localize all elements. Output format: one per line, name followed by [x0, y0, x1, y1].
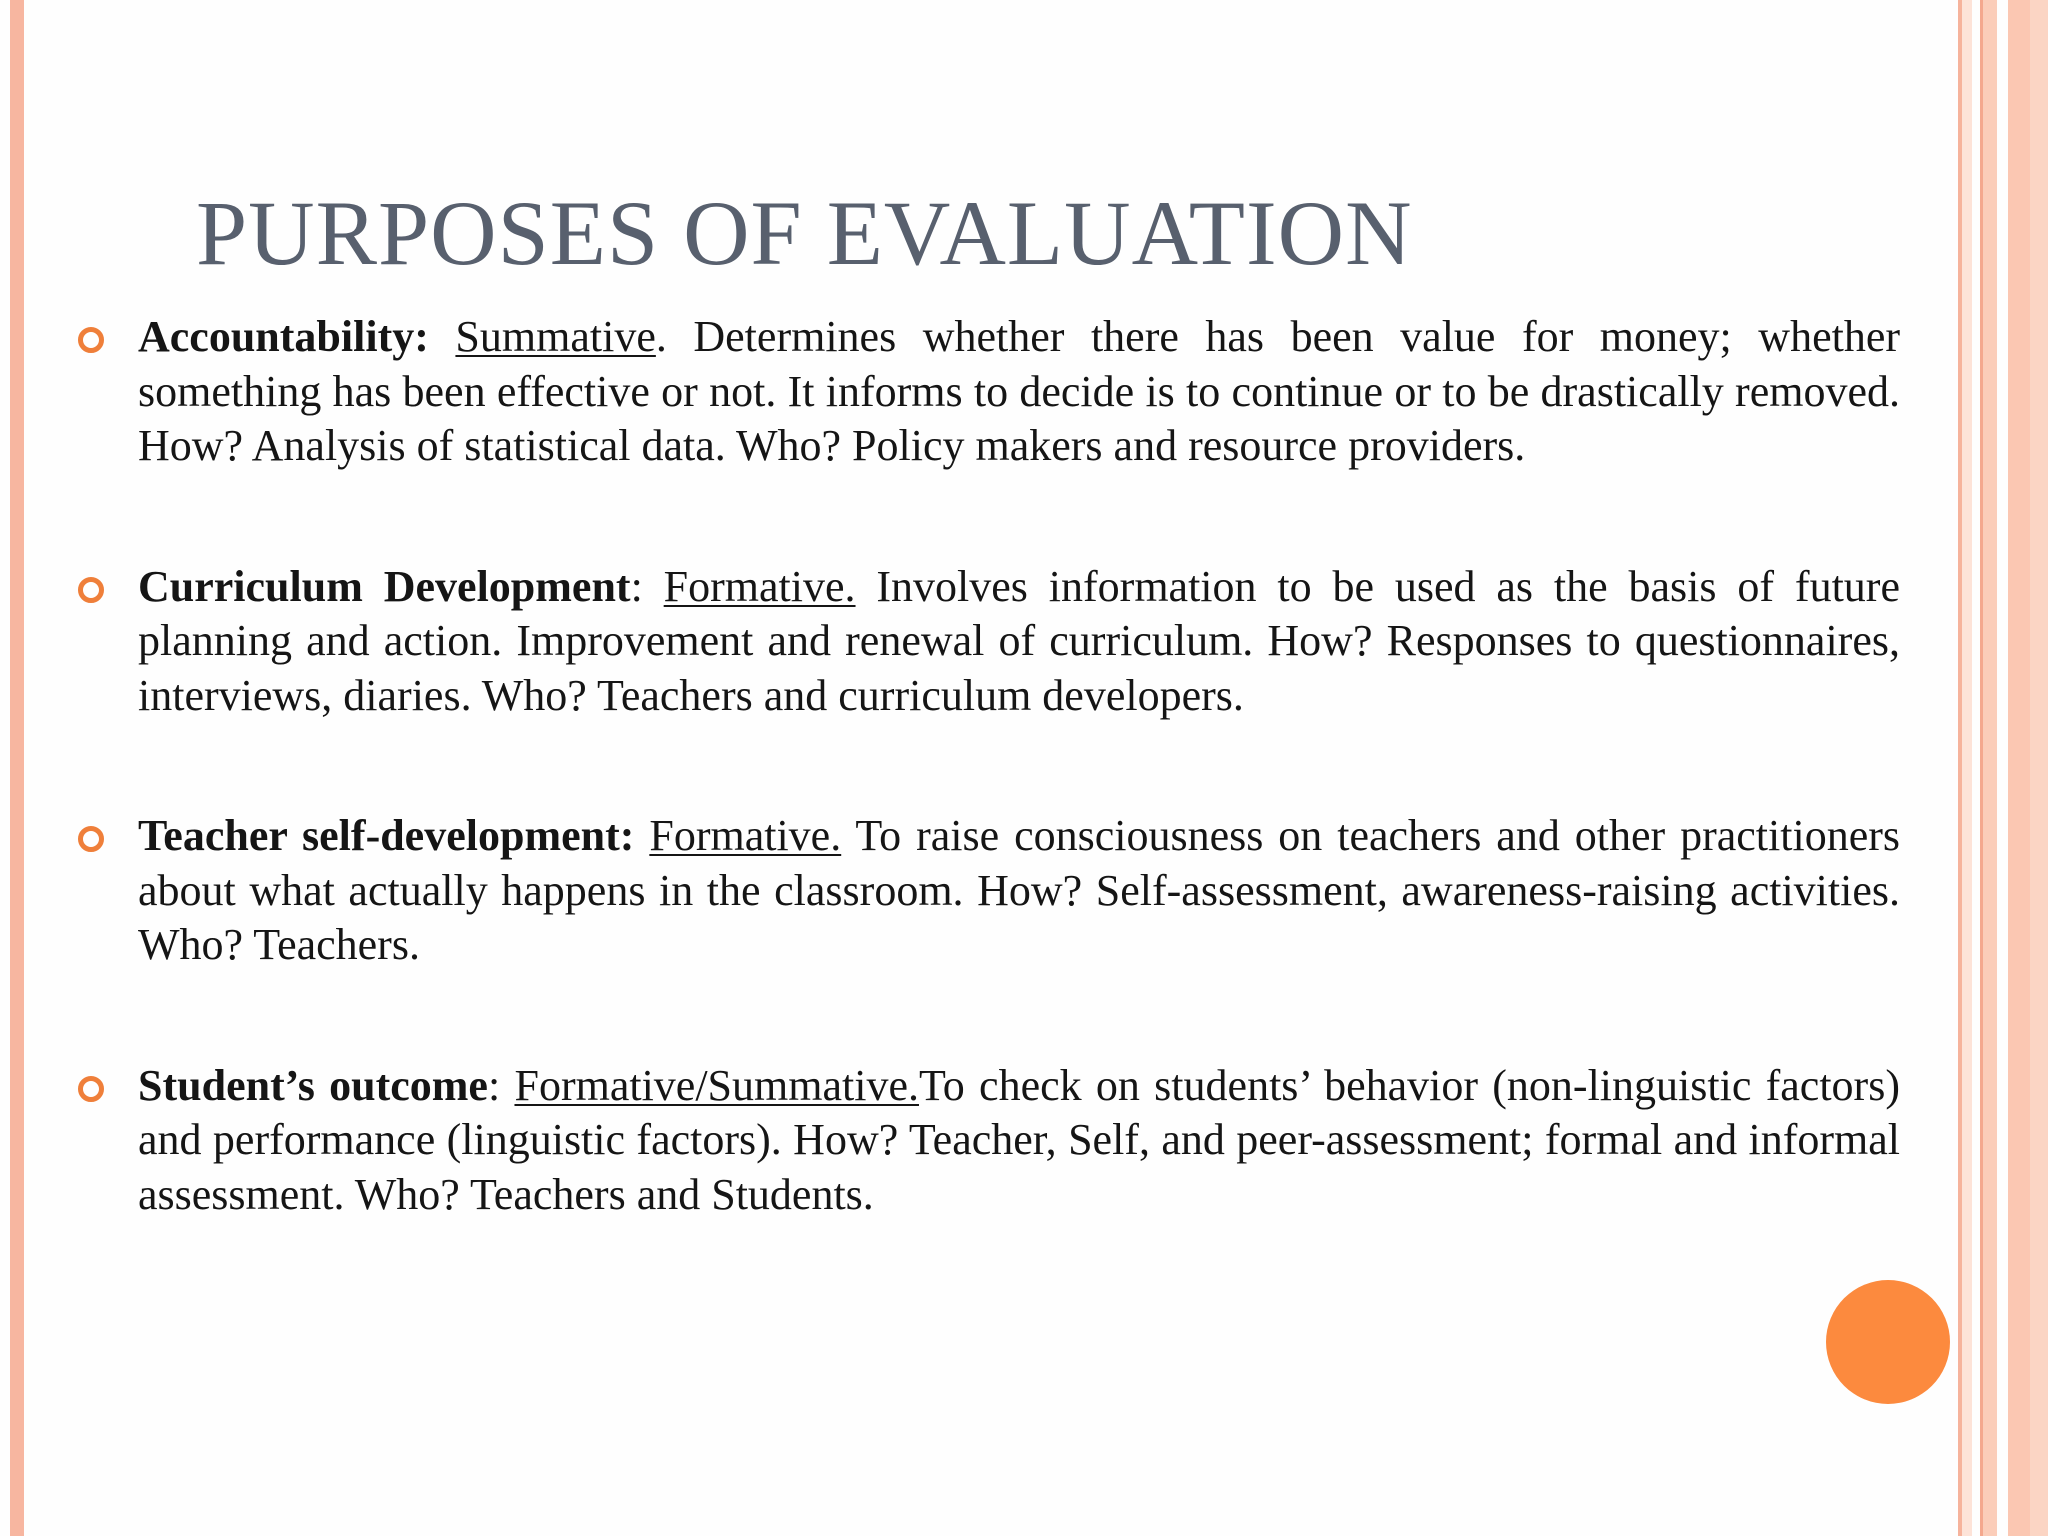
- bullet-evaluation-type: Formative.: [649, 811, 842, 860]
- bullet-separator: :: [630, 561, 664, 611]
- bullet-text: . Determines whether there has been value for money; whether something has been effective or not. It informs to decide is to continue or to be drastically removed. How? Analysis of statistical data. Who? Policy makers and resource providers.: [138, 312, 1901, 470]
- bullet-term: Teacher self-development:: [138, 811, 635, 860]
- ring-bullet-icon: [78, 577, 104, 603]
- right-border-stripe: [2030, 0, 2048, 1536]
- bullet-evaluation-type: Formative.: [663, 561, 856, 611]
- right-border-stripe: [1983, 0, 1997, 1536]
- bullet-evaluation-type: Summative: [455, 312, 656, 361]
- ring-bullet-icon: [78, 1076, 104, 1102]
- bullet-separator: :: [487, 1060, 515, 1110]
- bullet-term: Curriculum Development: [138, 561, 631, 611]
- bullet-term: Student’s outcome: [138, 1060, 488, 1110]
- bullet-item-students-outcome: [138, 1059, 1900, 1223]
- bullet-term: Accountability:: [138, 312, 429, 361]
- bullet-text: To check on students’ behavior (non-linguistic factors) and performance (linguistic factors). How? Teacher, Self, and peer-assessment; formal and informal assessment. Who? Teachers and Students.: [138, 1060, 1900, 1219]
- left-border-stripe: [10, 0, 24, 1536]
- bullet-text: To raise consciousness on teachers and other practitioners about what actually happens in the classroom. How? Self-assessment, awareness-raising activities. Who? Teachers.: [138, 811, 1901, 969]
- ring-bullet-icon: [78, 826, 104, 852]
- bullet-separator: [429, 312, 456, 361]
- right-border-stripe: [1962, 0, 1972, 1536]
- bullet-separator: [634, 811, 649, 860]
- bullet-evaluation-type: Formative/Summative.: [514, 1060, 919, 1110]
- bullet-item-teacher-self-development: [138, 809, 1900, 973]
- bullet-list: [138, 310, 1900, 1308]
- slide-title: PURPOSES OF EVALUATION: [196, 182, 1413, 284]
- ring-bullet-icon: [78, 327, 104, 353]
- decorative-circle: [1826, 1280, 1950, 1404]
- bullet-text: Involves information to be used as the basis of future planning and action. Improvement and renewal of curriculum. How? Responses to questionnaires, interviews, diaries. Who? Teachers and curriculum developers.: [138, 561, 1900, 720]
- bullet-item-accountability: [138, 310, 1900, 474]
- bullet-item-curriculum-development: [138, 560, 1900, 724]
